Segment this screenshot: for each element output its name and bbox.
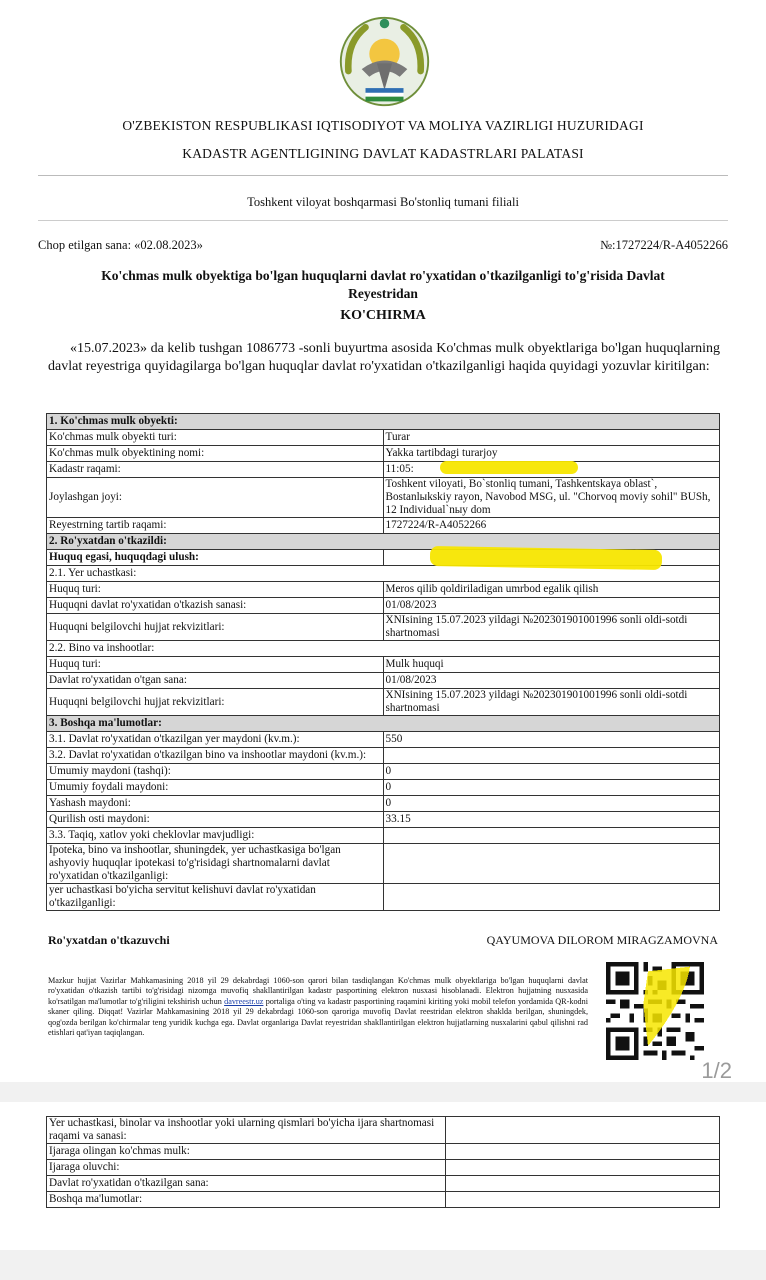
table-row: Umumiy maydoni (tashqi): 0	[47, 764, 720, 780]
table-row: yer uchastkasi bo'yicha servitut kelishuvi davlat ro'yxatidan o'tkazilganligi:	[47, 884, 720, 911]
cadastre-number: 11:05:	[383, 462, 720, 478]
registrar-label: Ro'yxatdan o'tkazuvchi	[48, 933, 170, 947]
table-row: 3.2. Davlat ro'yxatidan o'tkazilgan bino va inshootlar maydoni (kv.m.):	[47, 748, 720, 764]
lease-table	[46, 1116, 720, 1208]
registrar-name: QAYUMOVA DILOROM MIRAGZAMOVNA	[486, 933, 718, 947]
registry-table	[46, 413, 720, 911]
agency-heading: KADASTR AGENTLIGINING DAVLAT KADASTRLARI PALATASI	[182, 146, 584, 161]
table-row: Yer uchastkasi, binolar va inshootlar yoki ularning qismlari bo'yicha ijara shartnomasi raqami va sanasi:	[47, 1117, 720, 1144]
qr-code-icon[interactable]	[606, 962, 704, 1060]
table-row: Reyestrning tartib raqami: 1727224/R-A4052266	[47, 518, 720, 534]
section-header: 3. Boshqa ma'lumotlar:	[47, 716, 720, 732]
ministry-heading: O'ZBEKISTON RESPUBLIKASI IQTISODIYOT VA MOLIYA VAZIRLIGI HUZURIDAGI	[122, 118, 644, 133]
printed-date: Chop etilgan sana: «02.08.2023»	[38, 238, 203, 252]
registry-link[interactable]: davreestr.uz	[224, 996, 264, 1006]
table-row: Huquq egasi, huquqdagi ulush:	[47, 550, 720, 566]
table-row: Davlat ro'yxatidan o'tgan sana: 01/08/2023	[47, 673, 720, 689]
document-number: №:1727224/R-A4052266	[600, 238, 728, 252]
table-row: Davlat ro'yxatidan o'tkazilgan sana:	[47, 1176, 720, 1192]
section-header: 2. Ro'yxatdan o'tkazildi:	[47, 534, 720, 550]
table-row: Huquqni belgilovchi hujjat rekvizitlari: XNIsining 15.07.2023 yildagi №202301901001996 sonli oldi-sotdi shartnomasi	[47, 689, 720, 716]
table-row: Ko'chmas mulk obyekti turi: Turar	[47, 430, 720, 446]
table-row: Qurilish osti maydoni: 33.15	[47, 812, 720, 828]
table-row: Yashash maydoni: 0	[47, 796, 720, 812]
table-row: Huquqni belgilovchi hujjat rekvizitlari: XNIsining 15.07.2023 yildagi №202301901001996 sonli oldi-sotdi shartnomasi	[47, 614, 720, 641]
table-row: Ijaraga oluvchi:	[47, 1160, 720, 1176]
divider	[38, 175, 728, 176]
redaction-highlight	[440, 461, 578, 474]
table-row: Ijaraga olingan ko'chmas mulk:	[47, 1144, 720, 1160]
table-row: Umumiy foydali maydoni: 0	[47, 780, 720, 796]
document-subtitle: KO'CHIRMA	[340, 308, 426, 323]
table-row: Huquqni davlat ro'yxatidan o'tkazish sanasi: 01/08/2023	[47, 598, 720, 614]
table-row: Boshqa ma'lumotlar:	[47, 1192, 720, 1208]
legal-note: Mazkur hujjat Vazirlar Mahkamasining 2018 yil 29 dekabrdagi 1060-son qarori bilan tasdiqlangan Ko'chmas mulk obyektlariga bo'lgan huquqlarni davlat ro'yxatidan o'tkazish tartibi to'g'risidagi nizomga muvofiq shakllantirilgan kadastr pasportining elektron nusxasi hisoblanadi. Elektron hujjatning nusxasida ko'rsatilgan ma'lumotlar to'g'riligini tekshirish uchun davreestr.uz portaliga o'ting va kadastr pasportining raqamini kiriting yoki mobil telefon yordamida QR-kodni skaner qiling. Diqqat! Vazirlar Mahkamasining 2018 yil 29 dekabrdagi 1060-son qaroriga muvofiq Davlat reestridan elektron shaklda berilgan, shuningdek, qog'ozda berilgan ko'chirmalar teng yuridik kuchga ega. Davlat organlariga Davlat reyestridan shakllantirilgan elektron hujjatlarning nusxalarini qabul qilishni rad etishlari qat'iyan taqiqlangan.	[48, 976, 589, 1038]
section-header: 1. Ko'chmas mulk obyekti:	[47, 414, 720, 430]
table-row: Huquq turi: Meros qilib qoldiriladigan umrbod egalik qilish	[47, 582, 720, 598]
table-row: 3.3. Taqiq, xatlov yoki cheklovlar mavjudligi:	[47, 828, 720, 844]
divider	[38, 220, 728, 221]
document-title: Ko'chmas mulk obyektiga bo'lgan huquqlarni davlat ro'yxatidan o'tkazilganligi to'g'risida Davlat Reyestridan	[101, 268, 665, 301]
table-row: Kadastr raqami: 11:05:	[47, 462, 720, 478]
redaction-highlight	[430, 546, 662, 570]
table-row: Huquq turi: Mulk huquqi	[47, 657, 720, 673]
table-row: Ipoteka, bino va inshootlar, shuningdek, yer uchastkasiga bo'lgan ashyoviy huquqlar ipotekasi to'g'risidagi shartnomalarni davlat ro'yxatidan o'tkazilganligi:	[47, 844, 720, 884]
table-row: Ko'chmas mulk obyektining nomi: Yakka tartibdagi turarjoy	[47, 446, 720, 462]
table-row: 2.1. Yer uchastkasi:	[47, 566, 720, 582]
state-emblem-icon	[337, 14, 432, 109]
table-row: 2.2. Bino va inshootlar:	[47, 641, 720, 657]
page-indicator: 1/2	[701, 1058, 732, 1083]
branch-name: Toshkent viloyat boshqarmasi Bo'stonliq tumani filiali	[247, 195, 519, 209]
intro-paragraph: «15.07.2023» da kelib tushgan 1086773 -sonli buyurtma asosida Ko'chmas mulk obyektlariga bo'lgan huquqlarning davlat reyestriga quyidagilarga bo'lgan huquqlar davlat ro'yxatidan o'tkazilganligi haqida quyidagi yozuvlar kiritilgan:	[48, 341, 720, 374]
table-row: Joylashgan joyi: Toshkent viloyati, Bo`stonliq tumani, Tashkentskaya oblast`, Bostanlыkskiy rayon, Navobod MSG, ul. "Chorvoq moviy sohil" BUSh, 12 Individual`nыy dom	[47, 478, 720, 518]
table-row: 3.1. Davlat ro'yxatidan o'tkazilgan yer maydoni (kv.m.): 550	[47, 732, 720, 748]
